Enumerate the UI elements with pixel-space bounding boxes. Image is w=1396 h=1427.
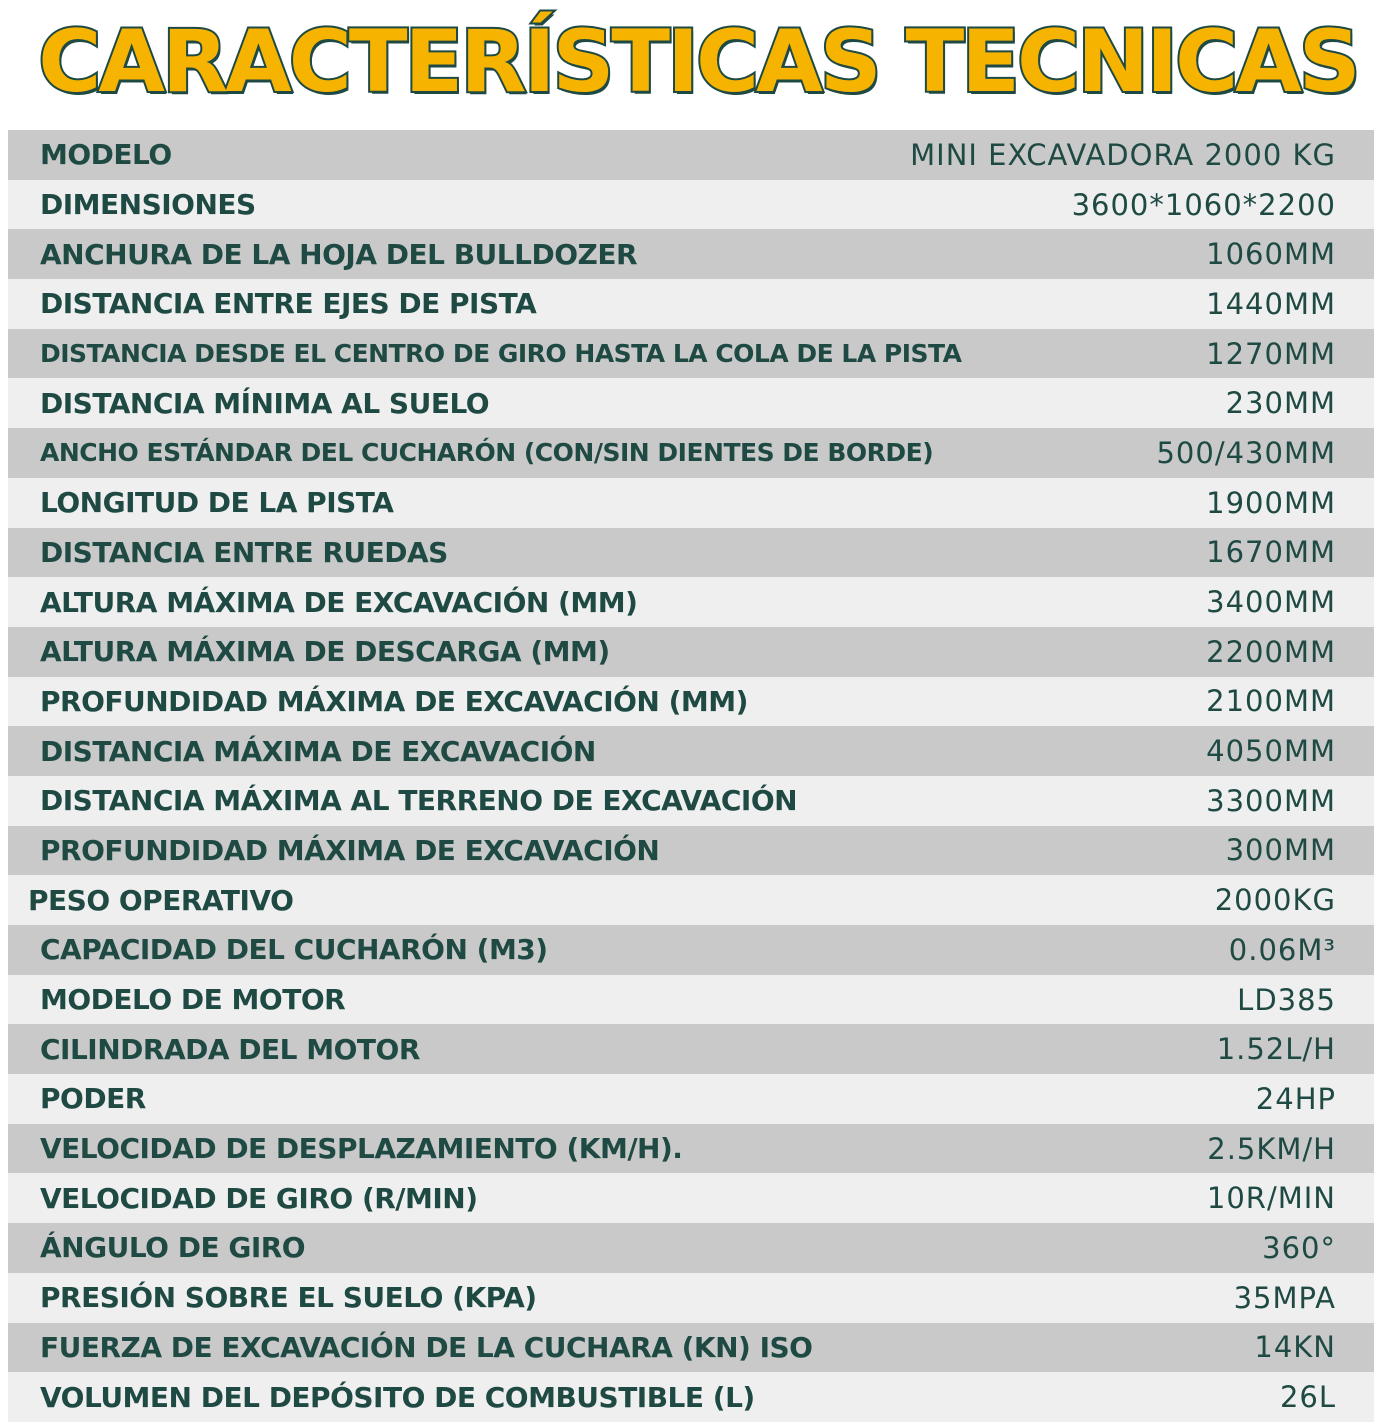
spec-label: ÁNGULO DE GIRO	[40, 1231, 306, 1265]
spec-label: PROFUNDIDAD MÁXIMA DE EXCAVACIÓN (MM)	[40, 684, 748, 718]
spec-value: 1060MM	[1206, 237, 1336, 272]
spec-label: ALTURA MÁXIMA DE EXCAVACIÓN (MM)	[40, 585, 638, 619]
spec-row-peso-operativo	[8, 875, 1374, 925]
spec-row-distancia-suelo	[8, 378, 1374, 428]
spec-value: 3300MM	[1206, 783, 1336, 818]
page-title: CARACTERÍSTICAS TECNICAS	[38, 12, 1358, 112]
spec-label: VOLUMEN DEL DEPÓSITO DE COMBUSTIBLE (L)	[40, 1380, 755, 1414]
spec-label: DISTANCIA DESDE EL CENTRO DE GIRO HASTA LA COLA DE LA PISTA	[40, 339, 962, 369]
spec-value: 3400MM	[1206, 585, 1336, 620]
spec-value: 1440MM	[1206, 286, 1336, 321]
spec-row-distancia-excavacion	[8, 726, 1374, 776]
spec-value: MINI EXCAVADORA 2000 KG	[910, 137, 1336, 172]
spec-row-velocidad-giro	[8, 1173, 1374, 1223]
spec-label: MODELO	[40, 138, 172, 172]
spec-label: DISTANCIA ENTRE RUEDAS	[40, 535, 448, 569]
spec-value: 35MPA	[1233, 1280, 1336, 1315]
spec-label: MODELO DE MOTOR	[40, 983, 346, 1017]
spec-label: DISTANCIA MÁXIMA AL TERRENO DE EXCAVACIÓN	[40, 784, 798, 818]
spec-label: FUERZA DE EXCAVACIÓN DE LA CUCHARA (KN) ISO	[40, 1330, 813, 1364]
spec-row-longitud-pista	[8, 478, 1374, 528]
spec-label: DISTANCIA MÁXIMA DE EXCAVACIÓN	[40, 734, 596, 768]
spec-row-altura-descarga	[8, 627, 1374, 677]
spec-value: 24HP	[1255, 1081, 1336, 1116]
spec-row-velocidad-desplazamiento	[8, 1124, 1374, 1174]
spec-row-angulo-giro	[8, 1223, 1374, 1273]
spec-row-fuerza-excavacion	[8, 1323, 1374, 1373]
spec-label: PROFUNDIDAD MÁXIMA DE EXCAVACIÓN	[40, 833, 660, 867]
spec-row-capacidad-cucharon	[8, 925, 1374, 975]
spec-value: 230MM	[1225, 386, 1336, 421]
spec-row-volumen-deposito	[8, 1372, 1374, 1422]
spec-row-distancia-ruedas	[8, 528, 1374, 578]
spec-value: 2000KG	[1214, 883, 1336, 918]
spec-value: 1.52L/H	[1216, 1032, 1336, 1067]
spec-label: PRESIÓN SOBRE EL SUELO (KPA)	[40, 1281, 537, 1315]
spec-label: ANCHO ESTÁNDAR DEL CUCHARÓN (CON/SIN DIENTES DE BORDE)	[40, 438, 934, 468]
spec-row-dimensiones	[8, 180, 1374, 230]
spec-label: DIMENSIONES	[40, 188, 256, 222]
spec-value: 2.5KM/H	[1207, 1131, 1336, 1166]
spec-value: LD385	[1237, 982, 1336, 1017]
spec-row-cilindrada	[8, 1024, 1374, 1074]
spec-label: PODER	[40, 1082, 146, 1116]
spec-value: 300MM	[1225, 833, 1336, 868]
spec-value: 14KN	[1254, 1330, 1336, 1365]
spec-label: CILINDRADA DEL MOTOR	[40, 1032, 420, 1066]
spec-value: 360°	[1262, 1230, 1336, 1265]
spec-value: 500/430MM	[1156, 435, 1336, 470]
spec-label: VELOCIDAD DE DESPLAZAMIENTO (KM/H).	[40, 1132, 683, 1166]
spec-row-distancia-terreno	[8, 776, 1374, 826]
spec-row-profundidad-mm	[8, 677, 1374, 727]
spec-label: ALTURA MÁXIMA DE DESCARGA (MM)	[40, 635, 610, 669]
spec-label: PESO OPERATIVO	[28, 883, 294, 917]
spec-row-modelo-motor	[8, 975, 1374, 1025]
spec-label: VELOCIDAD DE GIRO (R/MIN)	[40, 1181, 478, 1215]
spec-value: 1270MM	[1206, 336, 1336, 371]
spec-row-profundidad	[8, 826, 1374, 876]
spec-label: DISTANCIA MÍNIMA AL SUELO	[40, 386, 490, 420]
spec-label: DISTANCIA ENTRE EJES DE PISTA	[40, 287, 537, 321]
spec-row-distancia-ejes	[8, 279, 1374, 329]
spec-value: 26L	[1279, 1380, 1336, 1415]
spec-table	[8, 130, 1374, 1422]
spec-value: 10R/MIN	[1206, 1181, 1336, 1216]
spec-value: 4050MM	[1206, 734, 1336, 769]
spec-label: CAPACIDAD DEL CUCHARÓN (M3)	[40, 933, 548, 967]
spec-value: 1900MM	[1206, 485, 1336, 520]
spec-row-poder	[8, 1074, 1374, 1124]
spec-label: ANCHURA DE LA HOJA DEL BULLDOZER	[40, 237, 638, 271]
spec-row-altura-excavacion	[8, 577, 1374, 627]
spec-value: 2100MM	[1206, 684, 1336, 719]
spec-row-ancho-cucharon	[8, 428, 1374, 478]
spec-label: LONGITUD DE LA PISTA	[40, 486, 394, 520]
spec-row-distancia-cola	[8, 329, 1374, 379]
spec-row-presion-suelo	[8, 1273, 1374, 1323]
spec-value: 1670MM	[1206, 535, 1336, 570]
spec-value: 2200MM	[1206, 634, 1336, 669]
spec-value: 0.06M³	[1228, 932, 1336, 967]
spec-row-anchura-hoja	[8, 229, 1374, 279]
spec-row-modelo	[8, 130, 1374, 180]
spec-value: 3600*1060*2200	[1071, 187, 1336, 222]
